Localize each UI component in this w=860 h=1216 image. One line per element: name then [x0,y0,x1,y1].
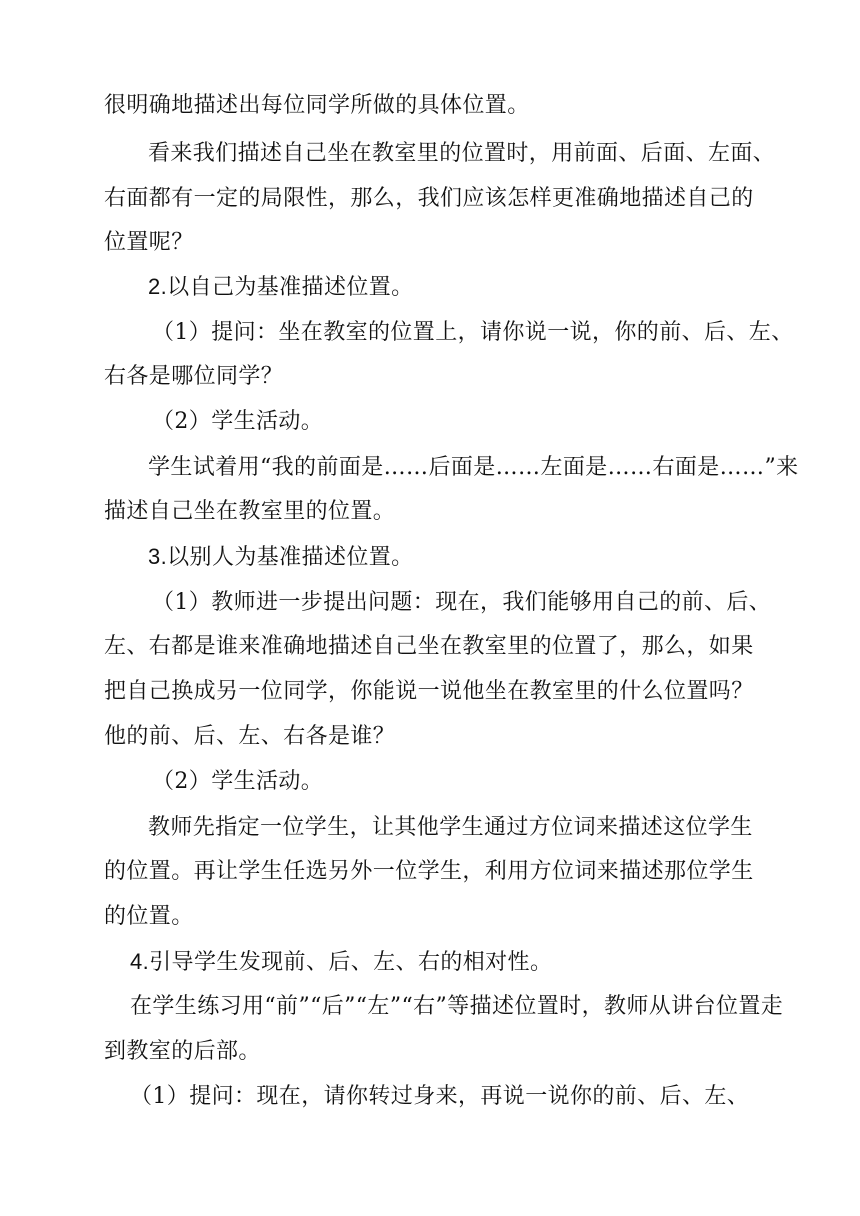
section-heading: 4.引导学生发现前、后、左、右的相对性。 [130,949,553,974]
text-line: 到教室的后部。 [104,1039,261,1064]
text-line: 学生试着用“我的前面是……后面是……左面是……右面是……”来 [148,455,799,480]
section-heading: 2.以自己为基准描述位置。 [148,274,414,299]
text-line: 右面都有一定的局限性，那么，我们应该怎样更准确地描述自己的 [104,186,754,211]
text-line: 他的前、后、左、右各是谁？ [104,724,396,749]
text-line: 看来我们描述自己坐在教室里的位置时，用前面、后面、左面、 [148,141,776,166]
text-line: 在学生练习用“前”“后”“左”“右”等描述位置时，教师从讲台位置走 [130,994,784,1019]
text-line: 左、右都是谁来准确地描述自己坐在教室里的位置了，那么，如果 [104,634,754,659]
text-line: 很明确地描述出每位同学所做的具体位置。 [104,93,530,118]
text-line: 右各是哪位同学？ [104,364,284,389]
section-heading: 3.以别人为基准描述位置。 [148,544,414,569]
text-line: 描述自己坐在教室里的位置。 [104,499,396,524]
text-line: （1）教师进一步提出问题：现在，我们能够用自己的前、后、 [152,590,772,615]
text-line: （1）提问：坐在教室的位置上，请你说一说，你的前、后、左、 [152,320,794,345]
text-line: 位置呢？ [104,230,194,255]
text-line: 把自己换成另一位同学，你能说一说他坐在教室里的什么位置吗？ [104,679,754,704]
text-line: 的位置。再让学生任选另外一位学生，利用方位词来描述那位学生 [104,859,754,884]
text-line: （2）学生活动。 [152,409,324,434]
text-line: （1）提问：现在，请你转过身来，再说一说你的前、后、左、 [130,1084,750,1109]
text-line: 的位置。 [104,904,194,929]
text-line: （2）学生活动。 [152,769,324,794]
text-line: 教师先指定一位学生，让其他学生通过方位词来描述这位学生 [148,815,753,840]
